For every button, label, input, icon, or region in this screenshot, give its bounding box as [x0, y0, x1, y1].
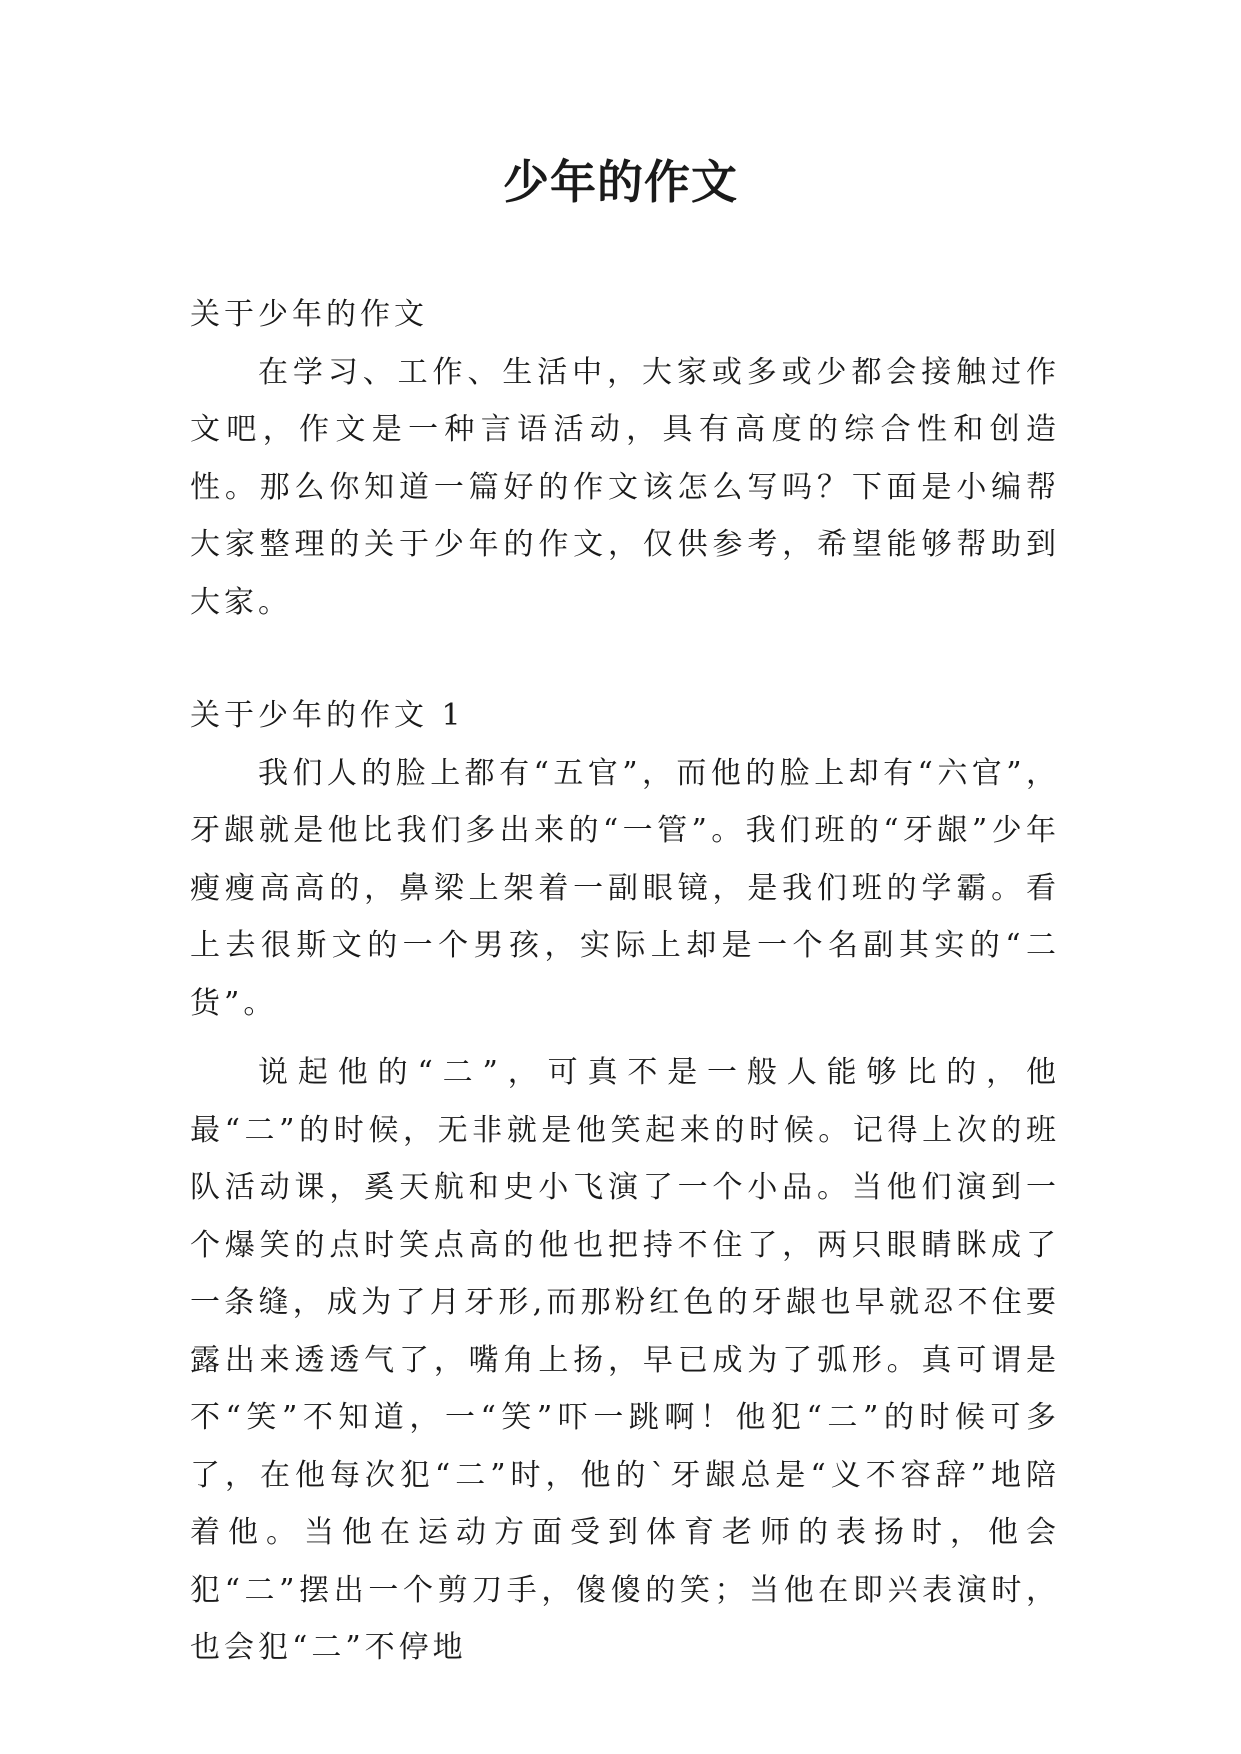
intro-heading: 关于少年的作文: [190, 297, 428, 332]
intro-paragraph: 在学习、工作、生活中，大家或多或少都会接触过作文吧，作文是一种言语活动，具有高度的综合性和创造性。那么你知道一篇好的作文该怎么写吗？下面是小编帮大家整理的关于少年的作文，仅供参考，希望能够帮助到大家。: [190, 354, 1060, 620]
document-body: [190, 286, 1060, 1677]
document-title: 少年的作文: [503, 155, 738, 209]
section-heading: 关于少年的作文 1: [190, 698, 465, 733]
section-paragraph-1: 我们人的脸上都有“五官”，而他的脸上却有“六官”，牙龈就是他比我们多出来的“一管”。我们班的“牙龈”少年瘦瘦高高的，鼻梁上架着一副眼镜，是我们班的学霸。看上去很斯文的一个男孩，实际上却是一个名副其实的“二货”。: [190, 755, 1060, 1021]
section-paragraph-2: 说起他的“二”，可真不是一般人能够比的，他最“二”的时候，无非就是他笑起来的时候。记得上次的班队活动课，奚天航和史小飞演了一个小品。当他们演到一个爆笑的点时笑点高的他也把持不住了，两只眼睛眯成了一条缝，成为了月牙形,而那粉红色的牙龈也早就忍不住要露出来透透气了，嘴角上扬，早已成为了弧形。真可谓是不“笑”不知道，一“笑”吓一跳啊！他犯“二”的时候可多了，在他每次犯“二”时，他的`牙龈总是“义不容辞”地陪着他。当他在运动方面受到体育老师的表扬时，他会犯“二”摆出一个剪刀手，傻傻的笑；当他在即兴表演时，也会犯“二”不停地: [190, 1055, 1060, 1665]
